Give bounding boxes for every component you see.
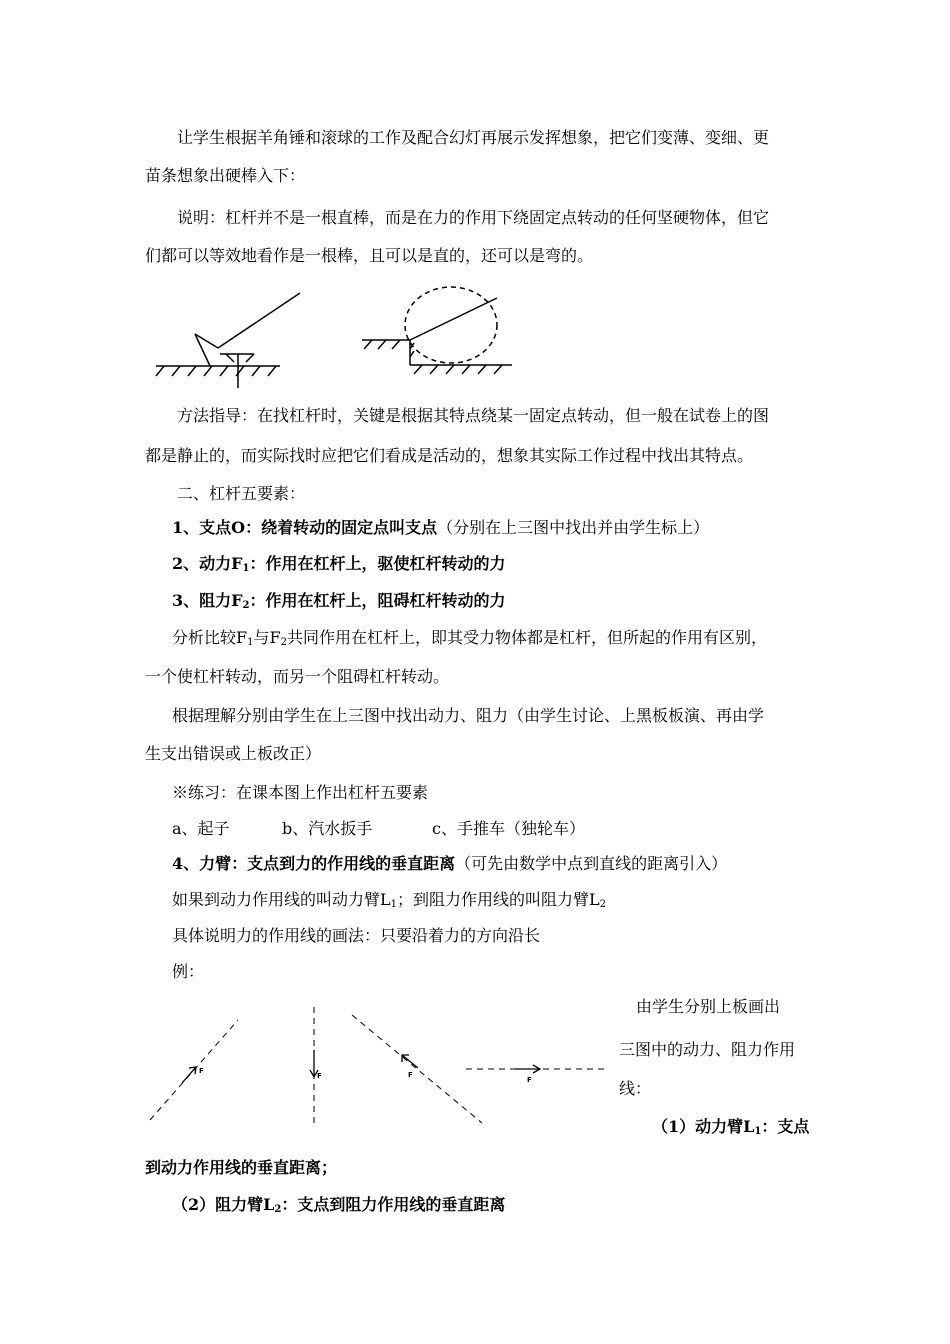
practice-option-a: a、起子: [172, 819, 230, 838]
section-heading: 二、杠杆五要素：: [177, 484, 306, 503]
resistance-arm-def: （2）阻力臂$L_2$：支点到阻力作用线的垂直距离: [172, 1195, 506, 1215]
force-label: F: [527, 1076, 532, 1084]
example-label: 例：: [172, 962, 205, 981]
lever-figure-hammer: [150, 288, 290, 393]
element-resistance: 3、阻力$F_2$：作用在杠杆上，阻碍杠杆转动的力: [172, 591, 506, 611]
paragraph-line: 生支出错误或上板改正）: [145, 744, 322, 763]
side-text-line: 由学生分别上板画出: [636, 997, 781, 1016]
paragraph-line: 都是静止的，而实际找时应把它们看成是活动的，想象其实际工作过程中找出其特点。: [145, 446, 754, 465]
side-text-line: 线：: [619, 1079, 652, 1098]
effort-arm-def: （1）动力臂$L_1$：支点: [652, 1117, 810, 1137]
element-effort: 2、动力$F_1$：作用在杠杆上，驱使杠杆转动的力: [172, 554, 506, 574]
element-arm: 4、力臂：支点到力的作用线的垂直距离（可先由数学中点到直线的距离引入）: [172, 854, 728, 873]
paragraph-line: 们都可以等效地看作是一根棒，且可以是直的，还可以是弯的。: [145, 246, 594, 265]
force-label: F: [408, 1071, 413, 1079]
force-label: F: [199, 1067, 204, 1075]
paragraph-line: 让学生根据羊角锤和滚球的工作及配合幻灯再展示发挥想象，把它们变薄、变细、更: [177, 128, 770, 147]
paragraph-line: 分析比较$F_1$与$F_2$共同作用在杠杆上，即其受力物体都是杠杆，但所起的作用有区别，: [172, 628, 767, 648]
practice-line: ※练习：在课本图上作出杠杆五要素: [172, 783, 429, 802]
paragraph-line: 苗条想象出硬棒入下：: [145, 166, 306, 185]
lever-figure-ball: [360, 285, 520, 375]
element-pivot: 1、支点O：绕着转动的固定点叫支点（分别在上三图中找出并由学生标上）: [172, 518, 710, 537]
paragraph-line: 如果到动力作用线的叫动力臂$L_1$；到阻力作用线的叫阻力臂$L_2$: [172, 890, 607, 910]
practice-option-c: c、手推车（独轮车）: [432, 819, 585, 838]
paragraph-line: 方法指导：在找杠杆时，关键是根据其特点绕某一固定点转动，但一般在试卷上的图: [177, 406, 770, 425]
paragraph-line: 具体说明力的作用线的画法：只要沿着力的方向沿长: [172, 926, 541, 945]
paragraph-line: 说明：杠杆并不是一根直棒，而是在力的作用下绕固定点转动的任何坚硬物体，但它: [177, 208, 770, 227]
force-lines-figure: [140, 1005, 620, 1130]
force-label: F: [317, 1072, 322, 1080]
effort-arm-def-cont: 到动力作用线的垂直距离；: [145, 1158, 338, 1177]
practice-option-b: b、汽水扳手: [282, 819, 373, 838]
paragraph-line: 根据理解分别由学生在上三图中找出动力、阻力（由学生讨论、上黑板板演、再由学: [172, 706, 765, 725]
side-text-line: 三图中的动力、阻力作用: [619, 1040, 796, 1059]
paragraph-line: 一个使杠杆转动，而另一个阻碍杠杆转动。: [145, 667, 450, 686]
